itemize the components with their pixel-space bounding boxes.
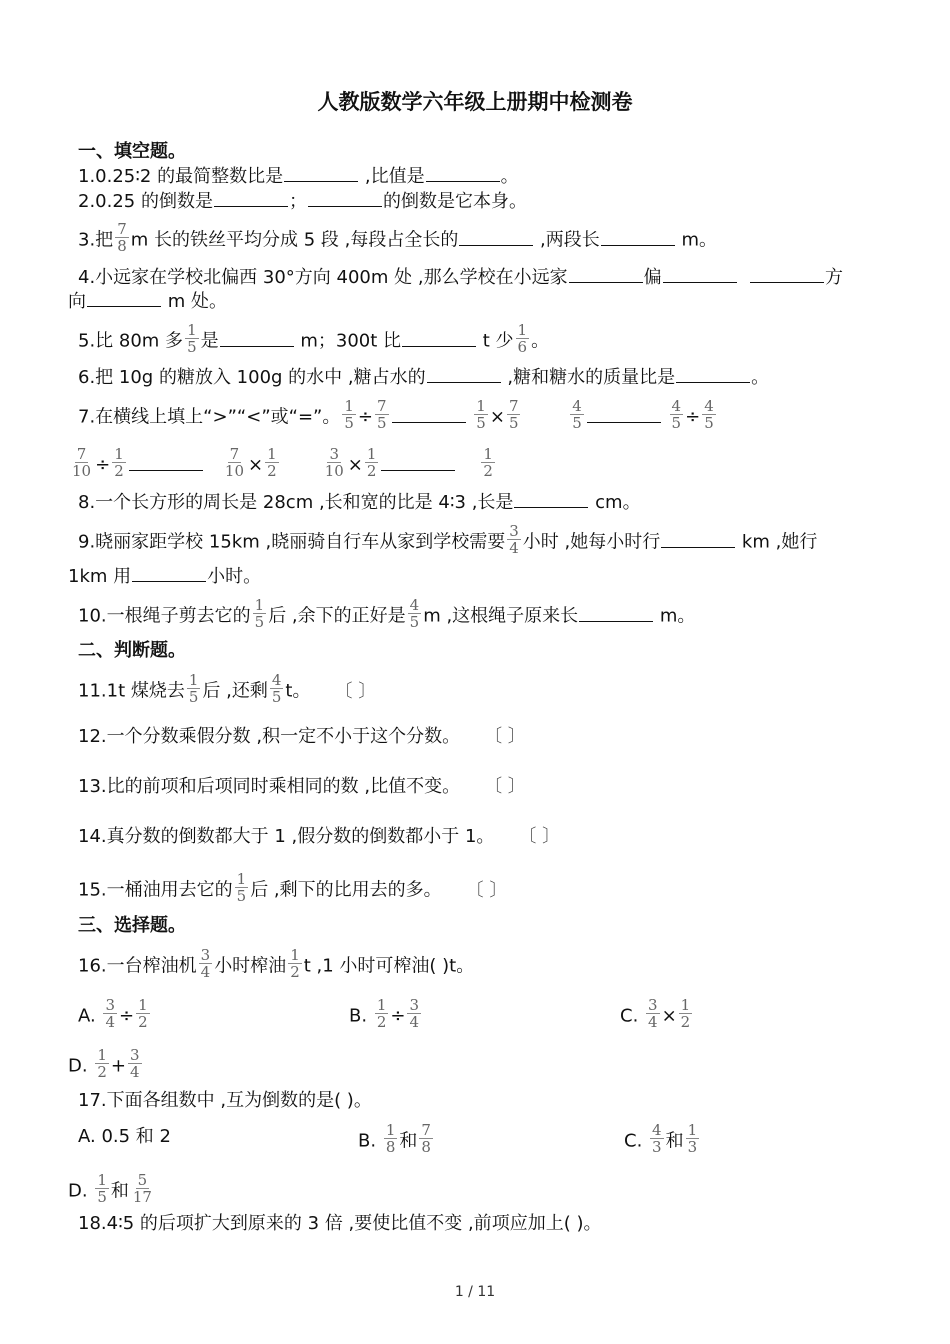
q8-text: cm。	[589, 492, 641, 513]
fraction: $\frac{7}{8}$	[421, 1121, 431, 1156]
answer-blank[interactable]	[87, 288, 161, 307]
fraction: $\frac{3}{10}$	[324, 445, 344, 480]
answer-blank[interactable]	[569, 264, 643, 283]
q7-text: 7.在横线上填上“>”“<”或“=”。	[78, 406, 341, 428]
q4-text: 向	[68, 291, 86, 312]
question-2	[78, 188, 527, 214]
question-7: 7.在横线上填上“>”“<”或“=”。 $\frac{1}{5}$ ÷ $\frac{7}{5}$ $\frac{1}{5}$ × $\frac{7}{5}$ $\frac{4}{5}$ $\frac{4}{5}$ ÷ $\frac{4}{5}$	[78, 397, 714, 432]
q10-text: 后 ,余下的正好是	[268, 605, 406, 627]
q4-text: 方	[825, 267, 844, 288]
fraction: $\frac{5}{17}$	[132, 1171, 152, 1206]
fraction: $\frac{1}{3}$	[687, 1121, 698, 1156]
fraction: $\frac{1}{2}$	[680, 996, 691, 1031]
answer-parentheses[interactable]: 〔 〕	[518, 826, 561, 847]
fraction: $\frac{7}{10}$	[72, 445, 92, 480]
q10-text: 10.一根绳子剪去它的	[78, 605, 251, 627]
fraction: $\frac{1}{2}$	[290, 946, 300, 981]
question-16	[78, 946, 475, 983]
fraction: $\frac{3}{4}$	[648, 996, 658, 1031]
fraction: $\frac{4}{5}$	[671, 397, 682, 432]
fraction: $\frac{3}{4}$	[105, 996, 115, 1031]
question-7-cont: $\frac{7}{10}$ ÷ $\frac{1}{2}$ $\frac{7}{10}$ × $\frac{1}{2}$ $\frac{3}{10}$ × $\frac{1}{2}$ $\frac{1}{2}$	[72, 445, 493, 480]
q6-text: ,糖和糖水的质量比是	[501, 367, 676, 388]
q6-text: 6.把 10g 的糖放入 100g 的水中 ,糖占水的	[78, 367, 426, 388]
fraction: $\frac{1}{2}$	[483, 445, 493, 480]
page-title: 人教版数学六年级上册期中检测卷	[317, 90, 633, 114]
q9-text: 1km 用	[68, 566, 132, 587]
q15-text: 后 ,剩下的比用去的多。	[250, 879, 442, 901]
fraction: $\frac{4}{5}$	[409, 596, 420, 631]
fraction: $\frac{1}{2}$	[114, 445, 124, 480]
fraction: $\frac{1}{2}$	[366, 445, 377, 480]
answer-parentheses[interactable]: 〔 〕	[465, 879, 508, 901]
q14-text: 14.真分数的倒数都大于 1 ,假分数的倒数都小于 1。	[78, 826, 495, 847]
fraction: $\frac{1}{6}$	[517, 321, 528, 356]
answer-parentheses[interactable]: 〔 〕	[334, 680, 377, 702]
q5-text: t 少	[477, 330, 514, 352]
q16-option-b[interactable]: B. $\frac{1}{2}$ ÷ $\frac{3}{4}$	[349, 996, 419, 1031]
fraction: $\frac{1}{5}$	[97, 1171, 107, 1206]
answer-blank[interactable]	[661, 529, 735, 548]
question-1	[78, 163, 519, 189]
fraction: $\frac{3}{4}$	[509, 522, 519, 557]
answer-blank[interactable]	[132, 563, 206, 582]
answer-blank[interactable]	[220, 328, 294, 347]
q5-text: m；300t 比	[294, 330, 402, 352]
fraction: $\frac{1}{5}$	[236, 870, 247, 905]
section-heading-choice: 三、选择题。	[78, 915, 186, 936]
q3-text: ,两段长	[534, 229, 600, 251]
q12-text: 12.一个分数乘假分数 ,积一定不小于这个分数。	[78, 726, 461, 747]
q9-text: 小时 ,她每小时行	[522, 531, 661, 553]
fraction: $\frac{1}{5}$	[187, 321, 197, 356]
q5-text: 5.比 80m 多	[78, 330, 184, 352]
answer-blank[interactable]	[587, 404, 661, 423]
q8-text: 8.一个长方形的周长是 28cm ,长和宽的比是 4∶3 ,长是	[78, 492, 514, 513]
answer-blank[interactable]	[579, 603, 653, 622]
answer-blank[interactable]	[381, 452, 455, 471]
q10-text: m。	[654, 605, 696, 627]
fraction: $\frac{1}{5}$	[344, 397, 354, 432]
question-9-cont	[68, 563, 261, 589]
answer-blank[interactable]	[514, 489, 588, 508]
q6-text: 。	[751, 367, 770, 388]
fraction: $\frac{1}{5}$	[476, 397, 486, 432]
section-heading-judge: 二、判断题。	[78, 640, 186, 661]
fraction: $\frac{7}{5}$	[508, 397, 519, 432]
q3-text: m。	[675, 229, 718, 251]
fraction: $\frac{3}{4}$	[409, 996, 419, 1031]
fraction: $\frac{1}{8}$	[385, 1121, 396, 1156]
answer-blank[interactable]	[392, 404, 466, 423]
answer-blank[interactable]	[459, 227, 533, 246]
q2-text: ；	[288, 191, 307, 212]
fraction: $\frac{7}{5}$	[377, 397, 387, 432]
q9-text: km ,她行	[736, 531, 818, 553]
q10-text: m ,这根绳子原来长	[423, 605, 579, 627]
fraction: $\frac{1}{2}$	[97, 1046, 107, 1081]
q3-text: m 长的铁丝平均分成 5 段 ,每段占全长的	[130, 229, 459, 251]
q5-text: 。	[531, 330, 550, 352]
q2-text: 的倒数是它本身。	[382, 191, 527, 212]
question-10	[78, 596, 696, 633]
answer-blank[interactable]	[676, 364, 750, 383]
answer-blank[interactable]	[308, 188, 382, 207]
q16-text: 16.一台榨油机	[78, 955, 197, 977]
answer-parentheses[interactable]: 〔 〕	[484, 726, 526, 747]
question-4	[78, 264, 843, 290]
question-17: 17.下面各组数中 ,互为倒数的是( )。	[78, 1090, 372, 1111]
question-15	[78, 870, 508, 907]
q1-text: ,比值是	[359, 166, 425, 187]
question-11	[78, 671, 377, 708]
q16-option-c[interactable]: C. $\frac{3}{4}$ × $\frac{1}{2}$	[620, 996, 691, 1031]
q4-text: m 处。	[162, 291, 227, 312]
fraction: $\frac{7}{8}$	[117, 220, 127, 255]
answer-parentheses[interactable]: 〔 〕	[484, 776, 526, 797]
q15-text: 15.一桶油用去它的	[78, 879, 233, 901]
q11-text: t。	[285, 680, 311, 702]
q16-option-d[interactable]: D. $\frac{1}{2}$ + $\frac{3}{4}$	[68, 1046, 140, 1081]
answer-blank[interactable]	[601, 227, 675, 246]
answer-blank[interactable]	[750, 264, 824, 283]
q2-text: 2.0.25 的倒数是	[78, 191, 213, 212]
q17-option-b[interactable]: B. $\frac{1}{8}$ 和 $\frac{7}{8}$	[358, 1121, 431, 1156]
fraction: $\frac{1}{2}$	[376, 996, 387, 1031]
q17-option-d[interactable]: D. $\frac{1}{5}$ 和 $\frac{5}{17}$	[68, 1171, 152, 1206]
fraction: $\frac{4}{5}$	[572, 397, 582, 432]
answer-blank[interactable]	[663, 264, 737, 283]
fraction: $\frac{1}{5}$	[188, 671, 199, 706]
fraction: $\frac{4}{3}$	[652, 1121, 662, 1156]
q16-text: t ,1 小时可榨油( )t。	[303, 955, 475, 977]
question-13	[78, 775, 526, 799]
question-6	[78, 364, 769, 390]
page-number: 1 / 11	[454, 1284, 496, 1300]
answer-blank[interactable]	[402, 328, 476, 347]
q16-text: 小时榨油	[214, 955, 287, 977]
answer-blank[interactable]	[129, 452, 203, 471]
section-heading-fill: 一、填空题。	[78, 141, 186, 162]
q13-text: 13.比的前项和后项同时乘相同的数 ,比值不变。	[78, 776, 461, 797]
q11-text: 11.1t 煤烧去	[78, 680, 185, 702]
q1-text: 1.0.25∶2 的最简整数比是	[78, 166, 284, 187]
q1-text: 。	[500, 166, 519, 187]
q16-option-a[interactable]: A. $\frac{3}{4}$ ÷ $\frac{1}{2}$	[78, 996, 148, 1031]
q9-text: 9.晓丽家距学校 15km ,晓丽骑自行车从家到学校需要	[78, 531, 506, 553]
fraction: $\frac{4}{5}$	[704, 397, 714, 432]
fraction: $\frac{1}{2}$	[267, 445, 277, 480]
fraction: $\frac{7}{10}$	[224, 445, 244, 480]
q9-text: 小时。	[207, 566, 262, 587]
q11-text: 后 ,还剩	[202, 680, 268, 702]
question-9	[78, 522, 818, 559]
question-5	[78, 321, 550, 358]
q4-text: 4.小远家在学校北偏西 30°方向 400m 处 ,那么学校在小远家	[78, 267, 568, 288]
q17-option-a[interactable]: A. 0.5 和 2	[78, 1126, 171, 1147]
question-12	[78, 725, 526, 749]
fraction: $\frac{1}{2}$	[138, 996, 148, 1031]
q3-text: 3.把	[78, 229, 114, 251]
answer-blank[interactable]	[214, 188, 288, 207]
answer-blank[interactable]	[426, 163, 500, 182]
fraction: $\frac{3}{4}$	[129, 1046, 140, 1081]
question-8	[78, 489, 641, 515]
question-4-cont	[68, 288, 227, 314]
question-18: 18.4∶5 的后项扩大到原来的 3 倍 ,要使比值不变 ,前项应加上( )。	[78, 1213, 602, 1234]
answer-blank[interactable]	[284, 163, 358, 182]
q4-text: 偏	[643, 267, 662, 288]
q5-text: 是	[200, 330, 219, 352]
question-14	[78, 825, 560, 849]
fraction: $\frac{4}{5}$	[271, 671, 282, 706]
fraction: $\frac{3}{4}$	[200, 946, 211, 981]
q17-option-c[interactable]: C. $\frac{4}{3}$ 和 $\frac{1}{3}$	[624, 1121, 698, 1156]
question-3	[78, 220, 718, 257]
fraction: $\frac{1}{5}$	[254, 596, 265, 631]
answer-blank[interactable]	[427, 364, 501, 383]
